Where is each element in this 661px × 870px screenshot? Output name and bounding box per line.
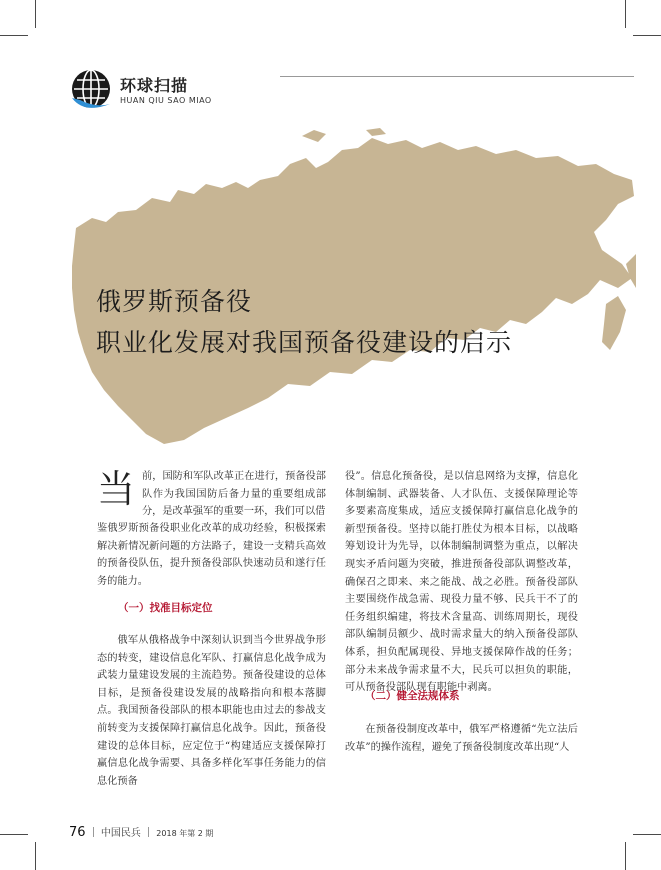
body-paragraph <box>97 632 326 790</box>
section-header <box>70 66 634 116</box>
page-number: 76 <box>69 825 86 840</box>
intro-text-beside-dropcap: 前，国防和军队改革正在进行，预备役部队作为我国国防后备力量的重要组成部分，是改革强军的重要一环，我们可以借 <box>142 471 326 518</box>
intro-paragraph: 鉴俄罗斯预备役职业化改革的成功经验，积极探索解决新情况新问题的方法路子，建设一支精兵高效的预备役队伍，提升预备役部队快速动员和遂行任务的能力。 <box>97 523 326 587</box>
crop-mark <box>0 834 28 835</box>
footer-divider <box>148 827 149 837</box>
article-title-line-1: 俄罗斯预备役 <box>96 287 253 316</box>
crop-mark <box>633 834 661 835</box>
crop-mark <box>35 842 36 870</box>
crop-mark <box>633 35 661 36</box>
publication-name: 中国民兵 <box>100 828 141 839</box>
subheading-target-positioning: （一）找准目标定位 <box>118 602 213 614</box>
paragraph-text: 俄军从俄格战争中深刻认识到当今世界战争形态的转变，建设信息化军队、打赢信息化战争成为武装力量建设发展的主流趋势。预备役建设的总体目标，是预备役建设发展的战略指向和根本落脚点。我国预备役部队的根本职能也由过去的参战支前转变为支援保障打赢信息化战争。因此，预备役建设的总体目标，应定位于“构建适应支援保障打赢信息化战争需要、具备多样化军事任务能力的信息化预备 <box>97 635 326 787</box>
article-title-line-2: 职业化发展对我国预备役建设的启示 <box>96 328 513 357</box>
globe-icon <box>70 68 114 112</box>
section-title-pinyin: HUAN QIU SAO MIAO <box>120 96 212 105</box>
section-title: 环球扫描 <box>120 76 189 95</box>
subheading-legal-system: （二）健全法规体系 <box>365 690 460 702</box>
right-column-paragraph-2 <box>345 721 578 756</box>
issue-label: 2018 年第 2 期 <box>156 829 214 838</box>
page-footer <box>69 824 213 840</box>
header-divider <box>280 76 634 77</box>
crop-mark <box>625 842 626 870</box>
crop-mark <box>625 0 626 28</box>
crop-mark <box>0 35 28 36</box>
paragraph-text: 在预备役制度改革中，俄军严格遵循“先立法后改革”的操作流程，避免了预备役制度改革出现“人 <box>345 724 578 753</box>
drop-cap: 当 <box>97 467 136 511</box>
right-column-paragraph <box>345 468 578 697</box>
paragraph-text: 役”。信息化预备役，是以信息网络为支撑，信息化体制编制、武器装备、人才队伍、支援保障理论等多要素高度集成，适应支援保障打赢信息化战争的新型预备役。坚持以能打胜仗为根本目标，以战略筹划设计为先导，以体制编制调整为重点，以解决现实矛盾问题为突破，推进预备役部队调整改革，确保召之即来、来之能战、战之必胜。预备役部队主要围绕作战急需、现役力量不够、民兵干不了的任务组织编建，将技术含量高、训练周期长，现役部队编制员额少、战时需求量大的纳入预备役部队体系，担负配属现役、异地支援保障作战的任务；部分未来战争需求量不大，民兵可以担负的职能，可从预备役部队现有职能中剥离。 <box>345 471 578 694</box>
crop-mark <box>35 0 36 28</box>
footer-divider <box>93 827 94 837</box>
